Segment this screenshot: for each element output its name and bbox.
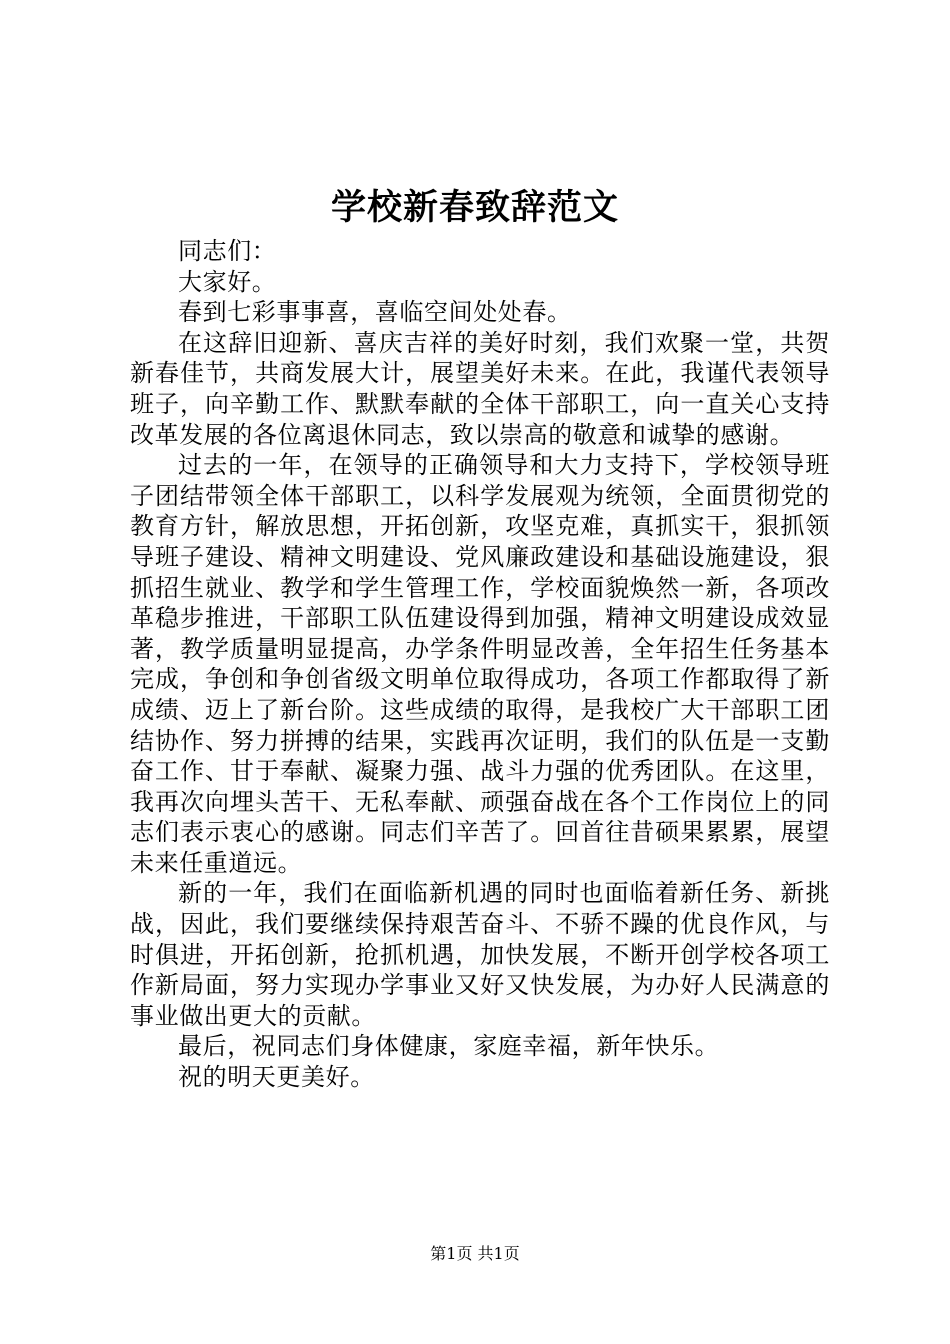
paragraph-greeting: 大家好。	[178, 267, 277, 296]
page-footer: 第1页 共1页	[430, 1244, 520, 1263]
paragraph-salutation: 同志们：	[178, 237, 277, 265]
paragraph-wishes: 最后，祝同志们身体健康，家庭幸福，新年快乐。	[178, 1032, 720, 1061]
document-title: 学校新春致辞范文	[330, 187, 619, 228]
paragraph-closing: 祝的明天更美好。	[178, 1063, 375, 1092]
paragraph-thanks: 在这辞旧迎新、喜庆吉祥的美好时刻，我们欢聚一堂，共贺新春佳节，共商发展大计，展望美好未来。在此，我谨代表领导班子，向辛勤工作、默默奉献的全体干部职工，向一直关心支持改革发展的各位离退休同志，致以崇高的敬意和诚挚的感谢。	[130, 328, 830, 449]
document-body	[130, 236, 830, 1093]
paragraph-couplet: 春到七彩事事喜，喜临空间处处春。	[178, 298, 572, 327]
paragraph-review: 过去的一年，在领导的正确领导和大力支持下，学校领导班子团结带领全体干部职工，以科学发展观为统领，全面贯彻党的教育方针，解放思想，开拓创新，攻坚克难，真抓实干，狠抓领导班子建设、精神文明建设、党风廉政建设和基础设施建设，狠抓招生就业、教学和学生管理工作，学校面貌焕然一新，各项改革稳步推进，干部职工队伍建设得到加强，精神文明建设成效显著，教学质量明显提高，办学条件明显改善，全年招生任务基本完成，争创和争创省级文明单位取得成功，各项工作都取得了新成绩、迈上了新台阶。这些成绩的取得，是我校广大干部职工团结协作、努力拼搏的结果，实践再次证明，我们的队伍是一支勤奋工作、甘于奉献、凝聚力强、战斗力强的优秀团队。在这里，我再次向埋头苦干、无私奉献、顽强奋战在各个工作岗位上的同志们表示衷心的感谢。同志们辛苦了。回首往昔硕果累累，展望未来任重道远。	[130, 451, 830, 877]
paragraph-outlook: 新的一年，我们在面临新机遇的同时也面临着新任务、新挑战，因此，我们要继续保持艰苦奋斗、不骄不躁的优良作风，与时俱进，开拓创新，抢抓机遇，加快发展，不断开创学校各项工作新局面，努力实现办学事业又好又快发展，为办好人民满意的事业做出更大的贡献。	[130, 879, 830, 1030]
